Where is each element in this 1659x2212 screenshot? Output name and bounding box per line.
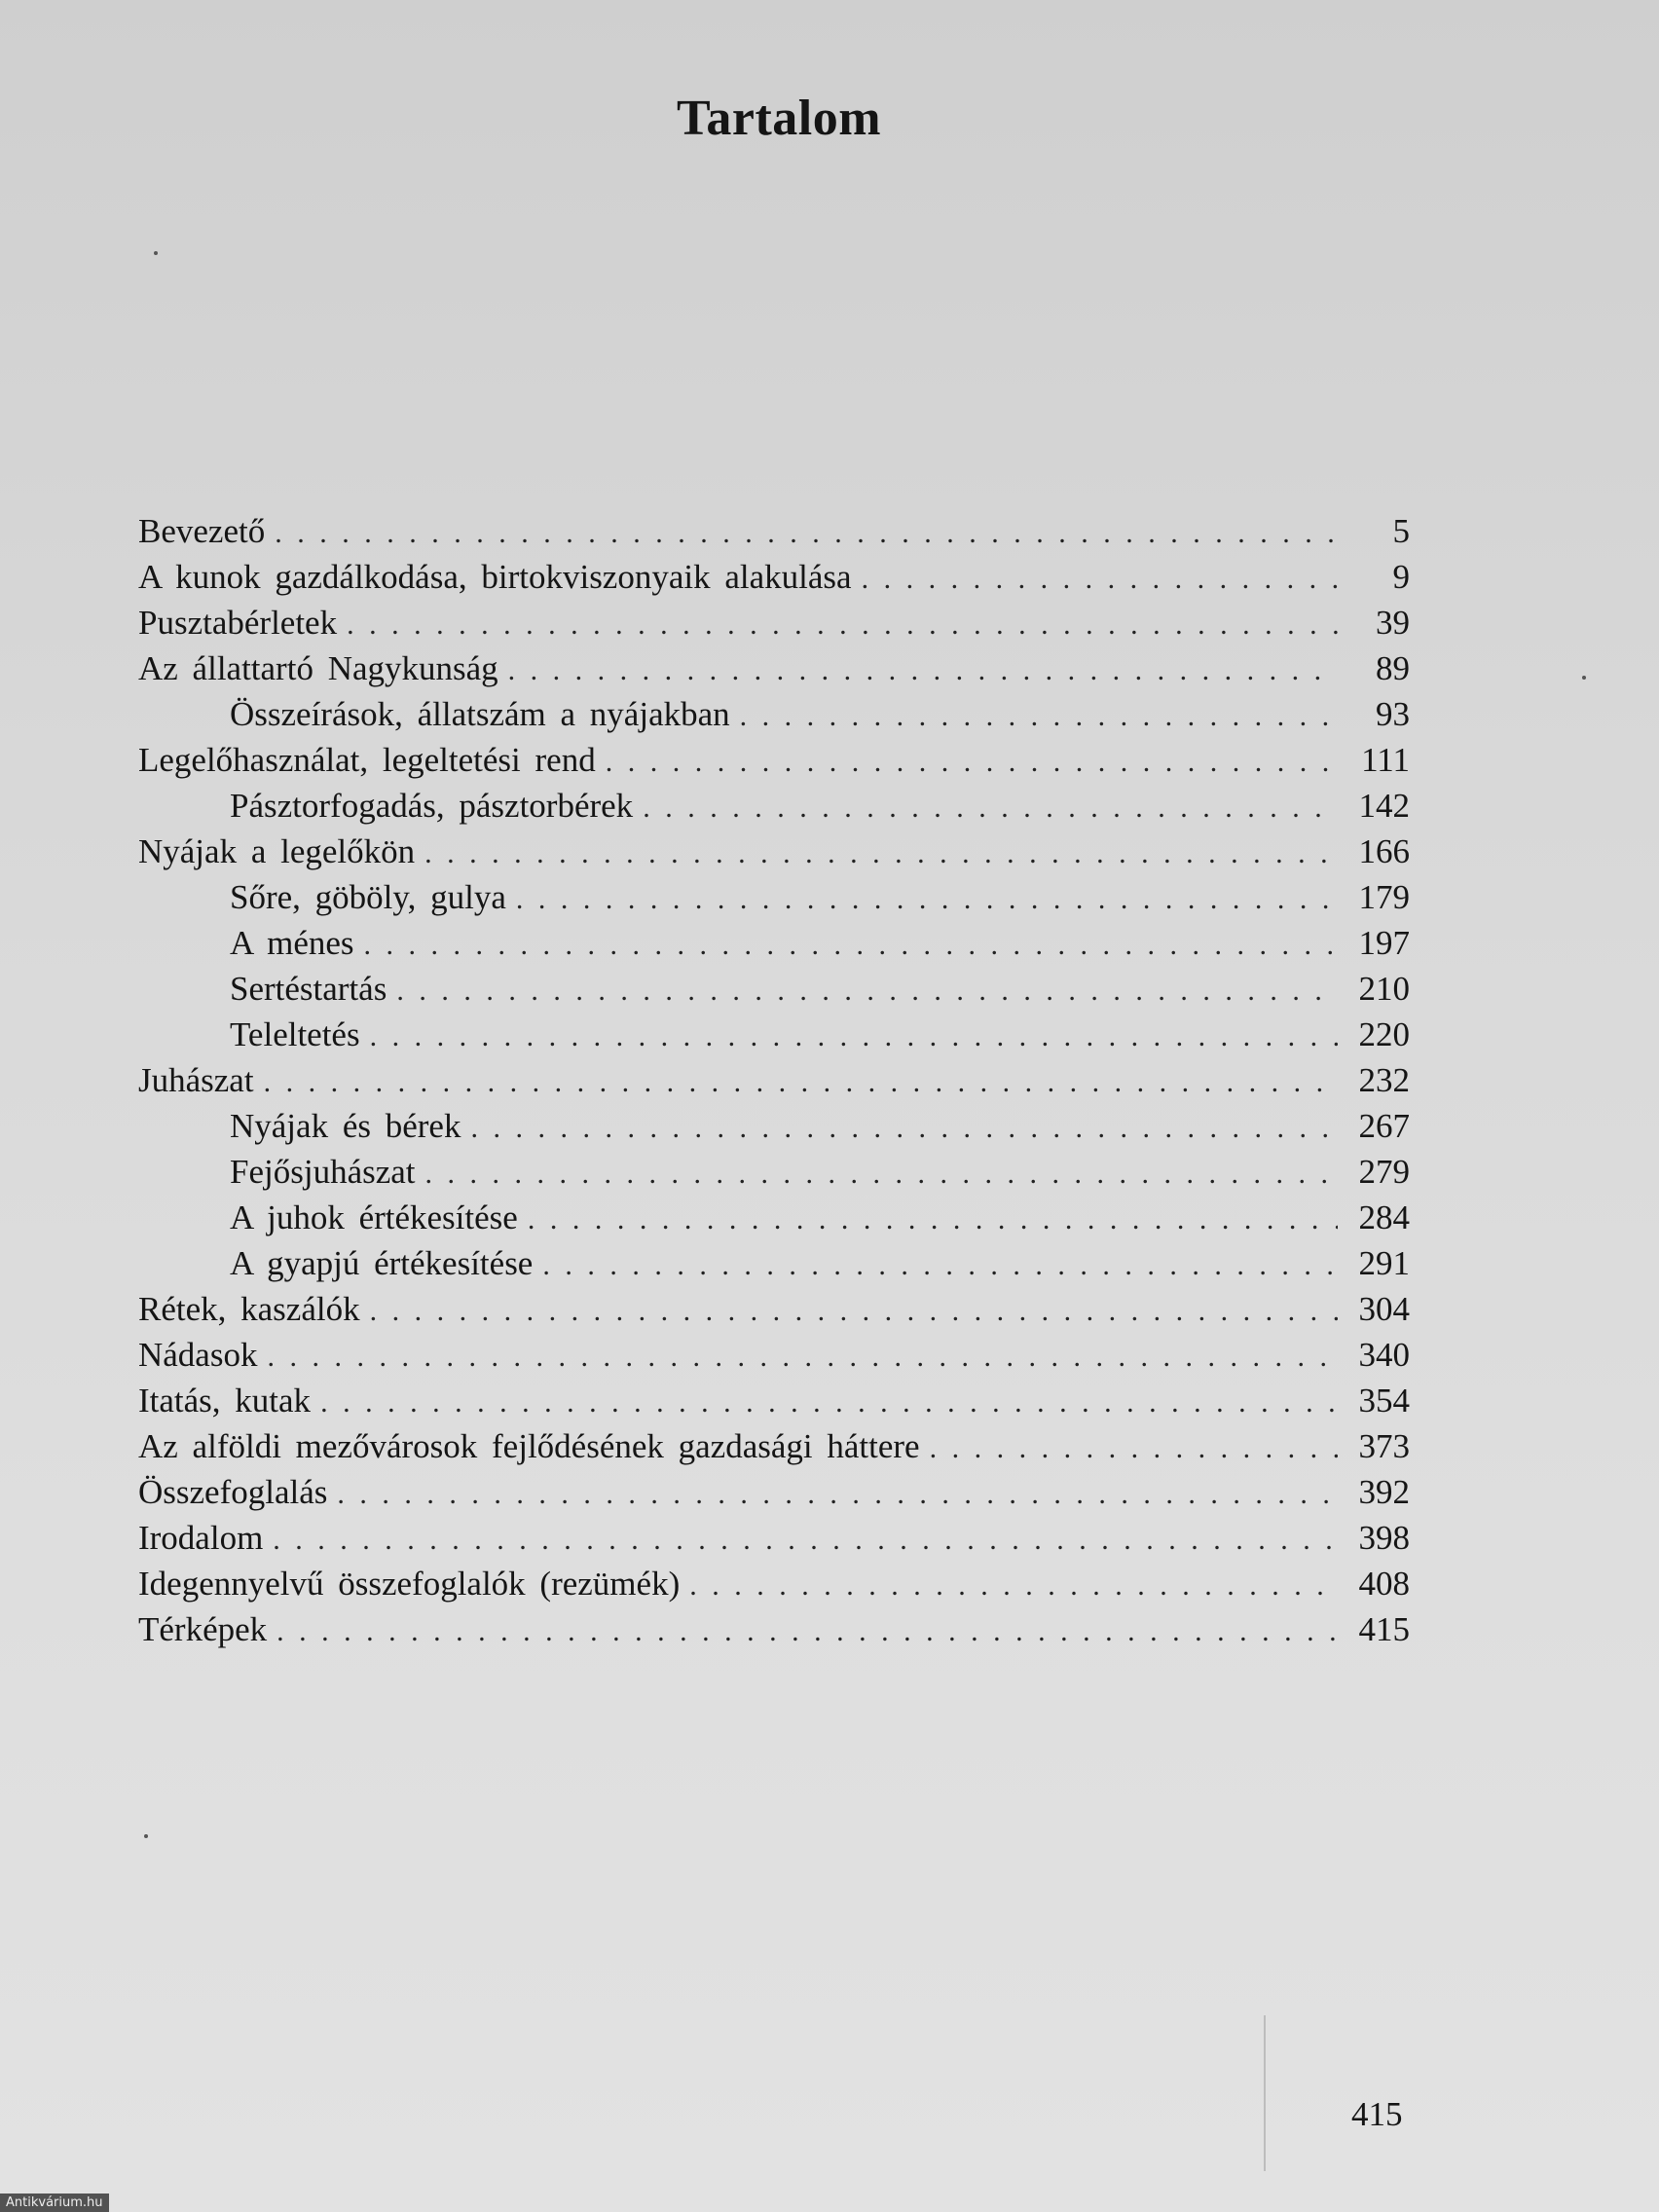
dot-leader — [689, 1569, 1338, 1603]
toc-entry — [138, 1473, 1410, 1519]
dot-leader — [275, 517, 1338, 550]
toc-entry-page: 210 — [1358, 970, 1410, 1008]
toc-entry-title: Bevezető — [138, 512, 266, 550]
toc-entry-title: Juhászat — [138, 1061, 254, 1099]
dot-leader — [320, 1386, 1338, 1419]
dot-leader — [370, 1020, 1338, 1053]
toc-entry-title: Pásztorfogadás, pásztorbérek — [230, 787, 634, 825]
dot-leader — [516, 883, 1338, 916]
dot-leader — [528, 1203, 1338, 1236]
dot-leader — [370, 1295, 1338, 1328]
toc-entry — [138, 1061, 1410, 1107]
dot-leader — [267, 1341, 1338, 1374]
dot-leader — [930, 1432, 1338, 1465]
toc-entry — [138, 787, 1410, 832]
toc-entry-title: Idegennyelvű összefoglalók (rezümék) — [138, 1565, 681, 1603]
toc-entry-title: Az alföldi mezővárosok fejlődésének gazdasági háttere — [138, 1427, 920, 1465]
toc-entry-page: 291 — [1358, 1244, 1410, 1282]
toc-entry-title: Pusztabérletek — [138, 604, 338, 642]
toc-entry — [138, 1382, 1410, 1427]
toc-entry — [138, 1565, 1410, 1610]
toc-entry-title: Sőre, göböly, gulya — [230, 878, 506, 916]
toc-entry — [138, 1519, 1410, 1565]
toc-entry-title: Itatás, kutak — [138, 1382, 312, 1419]
toc-entry — [138, 695, 1410, 741]
toc-entry-page: 284 — [1358, 1198, 1410, 1236]
toc-entry — [138, 878, 1410, 924]
dot-leader — [425, 1158, 1338, 1191]
toc-entry — [138, 558, 1410, 604]
toc-entry — [138, 649, 1410, 695]
toc-entry — [138, 741, 1410, 787]
toc-entry-title: Teleltetés — [230, 1015, 360, 1053]
paper-speck — [144, 1834, 148, 1838]
toc-entry-page: 9 — [1392, 558, 1410, 596]
toc-entry-page: 279 — [1358, 1153, 1410, 1191]
dot-leader — [470, 1112, 1338, 1145]
margin-mark — [1264, 2015, 1266, 2171]
toc-entry — [138, 1153, 1410, 1198]
toc-entry-title: Legelőhasználat, legeltetési rend — [138, 741, 596, 779]
dot-leader — [396, 975, 1338, 1008]
toc-entry-title: A ménes — [230, 924, 354, 962]
toc-entry-page: 392 — [1358, 1473, 1410, 1511]
dot-leader — [347, 608, 1338, 642]
toc-entry-page: 142 — [1358, 787, 1410, 825]
toc-entry — [138, 832, 1410, 878]
toc-entry — [138, 512, 1410, 558]
dot-leader — [740, 700, 1338, 733]
toc-entry-page: 5 — [1392, 512, 1410, 550]
toc-entry-title: Nyájak és bérek — [230, 1107, 461, 1145]
toc-entry — [138, 1244, 1410, 1290]
toc-entry-title: Az állattartó Nagykunság — [138, 649, 498, 687]
dot-leader — [508, 654, 1338, 687]
toc-entry — [138, 1427, 1410, 1473]
toc-entry-title: Nádasok — [138, 1336, 258, 1374]
table-of-contents — [138, 512, 1410, 1656]
toc-entry-page: 354 — [1358, 1382, 1410, 1419]
toc-entry-page: 232 — [1358, 1061, 1410, 1099]
toc-entry-title: Összeírások, állatszám a nyájakban — [230, 695, 730, 733]
dot-leader — [276, 1615, 1338, 1648]
dot-leader — [364, 929, 1338, 962]
page-title: Tartalom — [676, 91, 882, 146]
toc-entry-page: 179 — [1358, 878, 1410, 916]
dot-leader — [643, 792, 1338, 825]
toc-entry — [138, 604, 1410, 649]
toc-entry-page: 304 — [1358, 1290, 1410, 1328]
toc-entry-page: 89 — [1376, 649, 1410, 687]
dot-leader — [424, 837, 1338, 870]
toc-entry-page: 398 — [1358, 1519, 1410, 1557]
toc-entry-title: Sertéstartás — [230, 970, 387, 1008]
toc-entry — [138, 1015, 1410, 1061]
toc-entry-page: 197 — [1358, 924, 1410, 962]
dot-leader — [337, 1478, 1338, 1511]
toc-entry-page: 220 — [1358, 1015, 1410, 1053]
dot-leader — [542, 1249, 1338, 1282]
watermark-logo: Antikvárium.hu — [0, 2194, 109, 2212]
toc-entry — [138, 1610, 1410, 1656]
toc-entry-page: 267 — [1358, 1107, 1410, 1145]
toc-entry-title: A gyapjú értékesítése — [230, 1244, 534, 1282]
toc-entry — [138, 924, 1410, 970]
toc-entry-title: Térképek — [138, 1610, 268, 1648]
toc-entry-page: 340 — [1358, 1336, 1410, 1374]
toc-entry-page: 415 — [1358, 1610, 1410, 1648]
page-number: 415 — [1351, 2095, 1403, 2133]
toc-entry — [138, 1290, 1410, 1336]
toc-entry-page: 93 — [1376, 695, 1410, 733]
toc-entry-title: A kunok gazdálkodása, birtokviszonyaik alakulása — [138, 558, 852, 596]
paper-speck — [154, 251, 158, 255]
paper-speck — [1582, 676, 1586, 680]
dot-leader — [862, 563, 1338, 596]
toc-entry — [138, 1336, 1410, 1382]
toc-entry-title: Nyájak a legelőkön — [138, 832, 416, 870]
toc-entry-page: 408 — [1358, 1565, 1410, 1603]
toc-entry-title: Rétek, kaszálók — [138, 1290, 360, 1328]
toc-entry — [138, 1198, 1410, 1244]
dot-leader — [273, 1524, 1338, 1557]
toc-entry-page: 39 — [1376, 604, 1410, 642]
toc-entry-title: Összefoglalás — [138, 1473, 328, 1511]
toc-entry-page: 373 — [1358, 1427, 1410, 1465]
toc-entry-page: 166 — [1358, 832, 1410, 870]
dot-leader — [606, 746, 1338, 779]
toc-entry-title: Fejősjuhászat — [230, 1153, 416, 1191]
toc-entry-page: 111 — [1361, 741, 1410, 779]
toc-entry — [138, 970, 1410, 1015]
toc-entry — [138, 1107, 1410, 1153]
toc-entry-title: A juhok értékesítése — [230, 1198, 518, 1236]
toc-entry-title: Irodalom — [138, 1519, 264, 1557]
dot-leader — [264, 1066, 1338, 1099]
